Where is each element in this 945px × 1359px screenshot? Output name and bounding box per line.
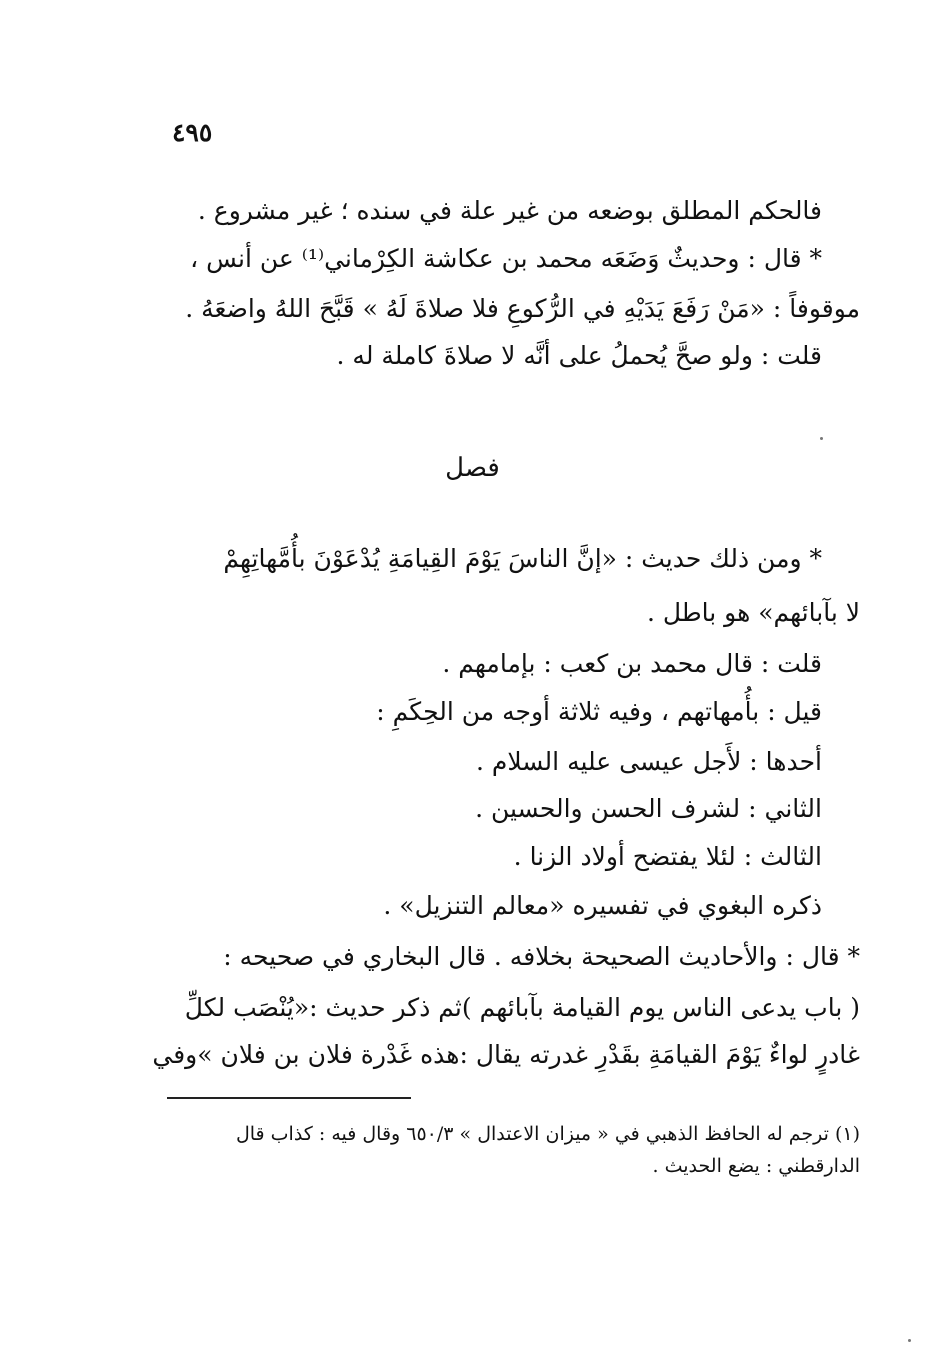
paragraph-line: أحدها : لأَجل عيسى عليه السلام . <box>475 747 822 776</box>
paragraph-line: الثاني : لشرف الحسن والحسين . <box>475 794 822 823</box>
paragraph-line: غادرٍ لواءٌ يَوْمَ القيامَةِ بقَدْرِ غدرته يقال :هذه غَدْرة فلان بن فلان »وفي <box>152 1040 860 1069</box>
paragraph-line: ( باب يدعى الناس يوم القيامة بآبائهم )ثم ذكر حديث :«يُنْصَب لكلِّ <box>184 993 860 1022</box>
footnote-line: (١) ترجم له الحافظ الذهبي في « ميزان الاعتدال » ٦٥٠/٣ وقال فيه : كذاب قال <box>235 1123 860 1145</box>
page-number: ٤٩٥ <box>172 118 213 147</box>
paragraph-line: قيل : بأُمهاتهم ، وفيه ثلاثة أوجه من الحِكَمِ : <box>376 697 822 726</box>
paragraph-line: * ومن ذلك حديث : «إنَّ الناسَ يَوْمَ القِيامَةِ يُدْعَوْنَ بأُمَّهاتِهِمْ <box>223 544 822 573</box>
footnote-separator <box>167 1097 411 1099</box>
scan-speck <box>820 437 823 440</box>
paragraph-line: * قال : وحديثٌ وَضَعَه محمد بن عكاشة الكِرْماني⁽¹⁾ عن أنس ، <box>190 244 822 273</box>
paragraph-line: الثالث : لئلا يفتضح أولاد الزنا . <box>513 842 822 871</box>
paragraph-line: * قال : والأحاديث الصحيحة بخلافه . قال البخاري في صحيحه : <box>223 942 860 971</box>
paragraph-line: موقوفاً : «مَنْ رَفَعَ يَدَيْهِ في الرُّكوعِ فلا صلاةَ لَهُ » قَبَّحَ اللهُ واضعَهُ . <box>185 294 860 323</box>
paragraph-line: فالحكم المطلق بوضعه من غير علة في سنده ؛ غير مشروع . <box>197 196 822 225</box>
scan-speck <box>908 1339 911 1342</box>
footnote-line: الدارقطني : يضع الحديث . <box>652 1155 860 1177</box>
section-heading: فصل <box>445 453 500 483</box>
paragraph-line: لا بآبائهم» هو باطل . <box>646 598 860 627</box>
paragraph-line: ذكره البغوي في تفسيره «معالم التنزيل» . <box>383 891 822 920</box>
paragraph-line: قلت : قال محمد بن كعب : بإمامهم . <box>442 649 822 678</box>
paragraph-line: قلت : ولو صحَّ يُحملُ على أنَّه لا صلاةَ كاملة له . <box>336 341 822 370</box>
